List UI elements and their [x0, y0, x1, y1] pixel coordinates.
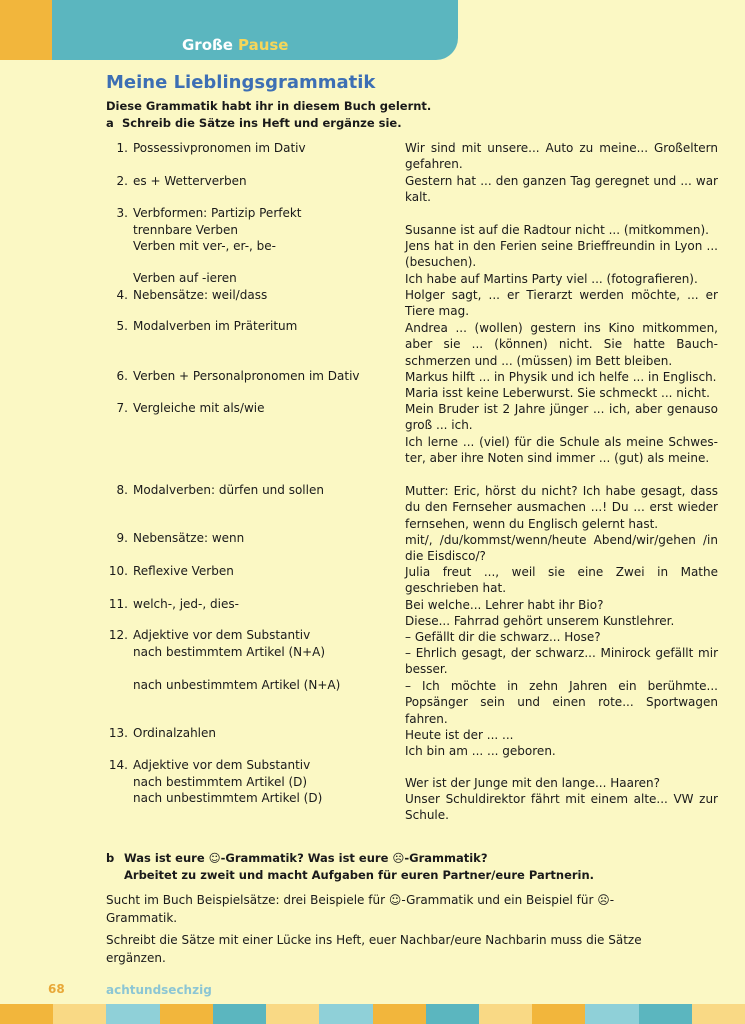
item-text: Nebensätze: weil/dass — [133, 288, 268, 302]
task-b-instruction: Arbeitet zu zweit und macht Aufgaben für euren Partner/eure Partnerin. — [124, 868, 595, 882]
task-a — [106, 115, 431, 132]
banner-word-2: Pause — [237, 36, 289, 54]
task-paragraph-1: Sucht im Buch Beispielsätze: drei Beispiele für ☺-Grammatik und ein Beispiel für ☹-Grammatik. — [106, 893, 615, 925]
item-text: Verbformen: Partizip Perfekt — [133, 206, 302, 220]
example-18: – Ehrlich gesagt, der schwarz... Minirock gefällt mir besser. — [405, 646, 718, 677]
task-b-question — [106, 850, 594, 867]
item-subtext: nach bestimmtem Artikel (D) — [133, 774, 308, 789]
item-number: 11. — [108, 597, 128, 611]
grammar-item-7 — [115, 400, 385, 417]
grammar-item-11 — [108, 596, 385, 613]
grammar-item-4 — [115, 287, 385, 304]
example-20: Heute ist der ... ... — [405, 728, 514, 742]
banner-title — [182, 36, 288, 54]
item-number: 7. — [116, 401, 128, 415]
page-number: 68 — [48, 982, 65, 996]
item-number: 12. — [108, 628, 128, 642]
item-subtext: nach unbestimmtem Artikel (D) — [133, 791, 323, 805]
example-7: Andrea ... (wollen) gestern ins Kino mitkommen, aber sie ... (können) nicht. Sie hatte Bauch-schmerzen und ... (müssen) im Bett bleiben. — [405, 321, 718, 368]
item-subtext: nach bestimmtem Artikel (N+A) — [133, 644, 326, 659]
page-number-word: achtundsechzig — [106, 983, 212, 997]
intro — [106, 98, 431, 132]
example-2: Gestern hat ... den ganzen Tag geregnet und ... war kalt. — [405, 174, 718, 205]
example-17: – Gefällt dir die schwarz... Hose? — [405, 630, 601, 644]
item-number: 4. — [116, 288, 128, 302]
grammar-item-8 — [115, 482, 385, 499]
grammar-item-12-extra — [115, 677, 385, 694]
grammar-item-10 — [108, 563, 385, 580]
example-12: Mutter: Eric, hörst du nicht? Ich habe gesagt, dass du den Fernseher ausmachen ...! Du ... erst wieder fernsehen, wenn du Englisch gelernt hast. — [405, 484, 718, 531]
task-paragraph-2: Schreibt die Sätze mit einer Lücke ins Heft, euer Nachbar/eure Nachbarin muss die Sätze ergänzen. — [106, 933, 642, 965]
example-9: Maria isst keine Leberwurst. Sie schmeckt ... nicht. — [405, 386, 710, 400]
item-text: welch-, jed-, dies- — [133, 597, 239, 611]
task-b-question-text: Was ist eure ☺-Grammatik? Was ist eure ☹-Grammatik? — [124, 851, 488, 865]
item-text: Possessivpronomen im Dativ — [133, 141, 306, 155]
example-3: Susanne ist auf die Radtour nicht ... (mitkommen). — [405, 223, 709, 237]
page-title: Meine Lieblingsgrammatik — [106, 72, 376, 93]
example-11: Ich lerne ... (viel) für die Schule als meine Schwes-ter, aber ihre Noten sind immer ... (gut) als meine. — [405, 435, 718, 466]
example-8: Markus hilft ... in Physik und ich helfe ... in Englisch. — [405, 370, 717, 384]
grammar-item-5 — [115, 318, 385, 335]
item-text: Reflexive Verben — [133, 564, 234, 578]
item-number: 13. — [108, 726, 128, 740]
task-a-text: Schreib die Sätze ins Heft und ergänze sie. — [122, 116, 402, 130]
item-number: 5. — [116, 319, 128, 333]
task-b — [106, 850, 594, 884]
grammar-item-12 — [108, 627, 385, 660]
example-14: Julia freut ..., weil sie eine Zwei in Mathe geschrieben hat. — [405, 565, 718, 596]
task-b-label: b — [106, 851, 115, 865]
item-subtext: nach unbestimmtem Artikel (N+A) — [133, 678, 341, 692]
grammar-item-9 — [115, 530, 385, 547]
example-1: Wir sind mit unsere... Auto zu meine... Großeltern gefahren. — [405, 141, 718, 172]
item-text: es + Wetterverben — [133, 174, 247, 188]
item-number: 9. — [116, 531, 128, 545]
corner-tab — [0, 0, 52, 60]
item-subtext: trennbare Verben — [133, 222, 239, 237]
example-13: mit/, /du/kommst/wenn/heute Abend/wir/gehen /in die Eisdisco/? — [405, 533, 718, 564]
grammar-item-3 — [115, 205, 385, 255]
item-number: 10. — [108, 564, 128, 578]
grammar-item-13 — [108, 725, 385, 742]
section-banner — [52, 0, 458, 60]
intro-line: Diese Grammatik habt ihr in diesem Buch gelernt. — [106, 99, 432, 113]
item-text: Verben + Personalpronomen im Dativ — [133, 369, 360, 383]
example-16: Diese... Fahrrad gehört unserem Kunstlehrer. — [405, 614, 675, 628]
item-number: 1. — [116, 141, 128, 155]
grammar-item-6 — [115, 368, 385, 385]
item-text: Nebensätze: wenn — [133, 531, 245, 545]
item-text: Adjektive vor dem Substantiv — [133, 758, 311, 772]
task-a-label: a — [106, 116, 114, 130]
item-number: 3. — [116, 206, 128, 220]
item-number: 8. — [116, 483, 128, 497]
example-6: Holger sagt, ... er Tierarzt werden möchte, ... er Tiere mag. — [405, 288, 718, 319]
banner-word-1: Große — [182, 36, 233, 54]
item-text: Vergleiche mit als/wie — [133, 401, 265, 415]
example-19: – Ich möchte in zehn Jahren ein berühmte... Popsänger sein und einen rote... Sportwagen fahren. — [405, 679, 718, 726]
example-21: Ich bin am ... ... geboren. — [405, 744, 556, 758]
item-text: Ordinalzahlen — [133, 726, 216, 740]
item-text: Modalverben: dürfen und sollen — [133, 483, 324, 497]
example-5: Ich habe auf Martins Party viel ... (fotografieren). — [405, 272, 698, 286]
example-15: Bei welche... Lehrer habt ihr Bio? — [405, 598, 604, 612]
item-number: 2. — [116, 174, 128, 188]
grammar-item-14 — [108, 757, 385, 807]
item-subtext: Verben auf -ieren — [133, 271, 237, 285]
example-22: Wer ist der Junge mit den lange... Haaren? — [405, 776, 660, 790]
grammar-item-3-extra — [115, 270, 385, 287]
item-text: Adjektive vor dem Substantiv — [133, 628, 311, 642]
item-subtext: Verben mit ver-, er-, be- — [133, 239, 277, 253]
example-10: Mein Bruder ist 2 Jahre jünger ... ich, aber genauso groß ... ich. — [405, 402, 718, 433]
example-4: Jens hat in den Ferien seine Brieffreundin in Lyon ... (besuchen). — [405, 239, 718, 270]
decorative-color-stripe — [0, 1004, 745, 1024]
item-number: 6. — [116, 369, 128, 383]
item-number: 14. — [108, 758, 128, 772]
grammar-item-2 — [115, 173, 385, 190]
grammar-item-1 — [115, 140, 385, 157]
item-text: Modalverben im Präteritum — [133, 319, 298, 333]
example-23: Unser Schuldirektor fährt mit einem alte... VW zur Schule. — [405, 792, 718, 823]
